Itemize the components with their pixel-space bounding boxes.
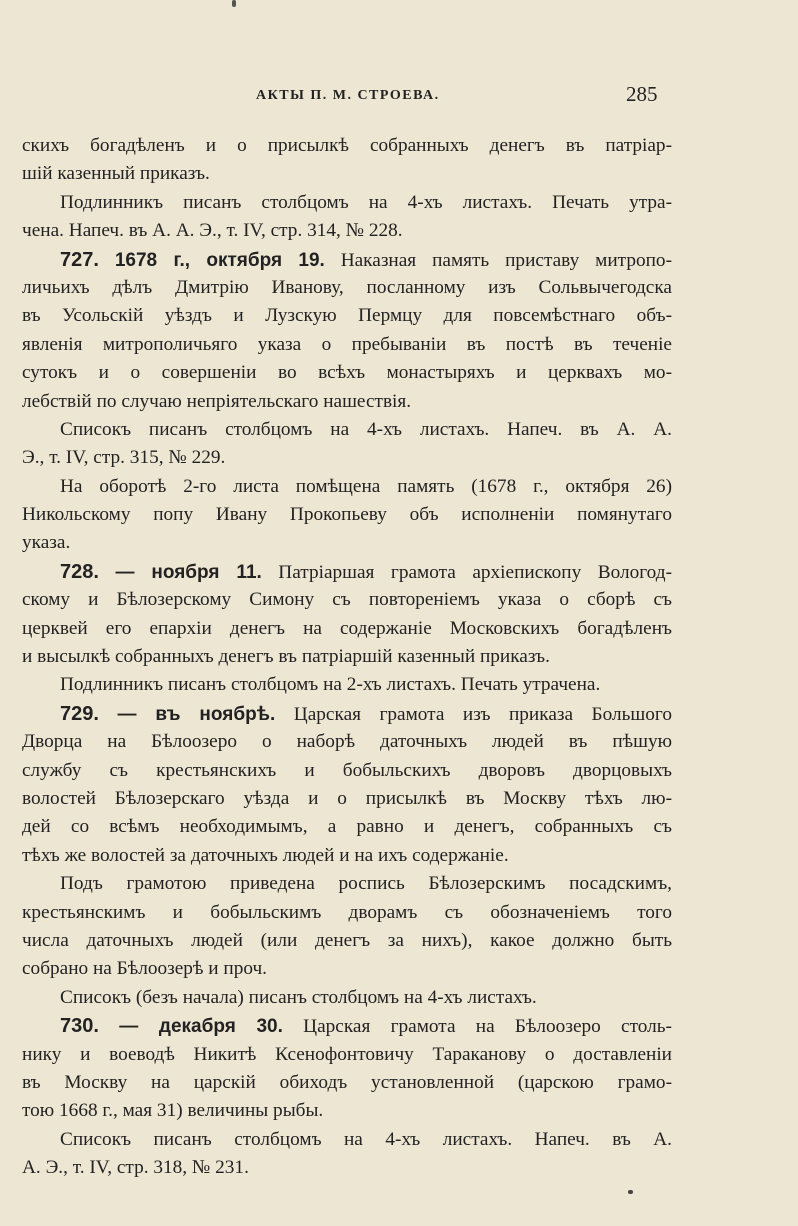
line-text: Подъ грамотою приведена роспись Бѣлозерскимъ посадскимъ, bbox=[60, 873, 672, 895]
text-line bbox=[22, 757, 672, 785]
entry-number: 728. bbox=[60, 560, 99, 583]
text-line bbox=[22, 416, 672, 444]
line-text: въ Москву на царскій обиходъ установленной (царскою грамо- bbox=[22, 1071, 672, 1093]
line-text: тѣхъ же волостей за даточныхъ людей и на ихъ содержаніе. bbox=[22, 844, 509, 866]
text-line bbox=[22, 1126, 672, 1154]
text-line bbox=[22, 302, 672, 330]
text-line bbox=[22, 529, 672, 557]
line-text: явленія митрополичьяго указа о пребываніи въ постѣ въ теченіе bbox=[22, 333, 672, 355]
line-text: волостей Бѣлозерскаго уѣзда и о присылкѣ въ Москву тѣхъ лю- bbox=[22, 787, 672, 809]
text-line bbox=[22, 1154, 672, 1182]
text-line bbox=[22, 1097, 672, 1125]
text-line bbox=[22, 927, 672, 955]
line-text: Списокъ (безъ начала) писанъ столбцомъ на 4-хъ листахъ. bbox=[60, 986, 537, 1008]
entry-heading-line bbox=[22, 558, 672, 586]
line-text: Царская грамота изъ приказа Большого bbox=[275, 703, 672, 725]
line-text: Подлинникъ писанъ столбцомъ на 2-хъ листахъ. Печать утрачена. bbox=[60, 674, 601, 696]
text-line bbox=[22, 388, 672, 416]
line-text: Никольскому попу Ивану Прокопьеву объ исполненіи помянутаго bbox=[22, 504, 672, 526]
entry-number: 730. bbox=[60, 1015, 99, 1038]
ink-speck bbox=[628, 1190, 633, 1194]
line-text: тою 1668 г., мая 31) величины рыбы. bbox=[22, 1100, 324, 1122]
line-text: собрано на Бѣлоозерѣ и проч. bbox=[22, 958, 267, 980]
entry-date: — въ ноябрѣ. bbox=[117, 703, 276, 725]
body-text bbox=[22, 132, 672, 1182]
line-text: лебствій по случаю непріятельскаго нашествія. bbox=[22, 390, 412, 412]
text-line bbox=[22, 1041, 672, 1069]
entry-heading-line bbox=[22, 1012, 672, 1040]
entry-date: — декабря 30. bbox=[119, 1016, 283, 1038]
text-line bbox=[22, 444, 672, 472]
line-text: Царская грамота на Бѣлоозеро столь- bbox=[282, 1016, 672, 1038]
line-text: службу съ крестьянскихъ и бобыльскихъ дворовъ дворцовыхъ bbox=[22, 759, 672, 781]
text-line bbox=[22, 189, 672, 217]
ink-speck bbox=[232, 0, 236, 7]
entry-heading-line bbox=[22, 246, 672, 274]
page-number: 285 bbox=[626, 82, 658, 106]
line-text: скихъ богадѣленъ и о присылкѣ собранныхъ денегъ въ патріар- bbox=[22, 135, 672, 156]
line-text: въ Усольскій уѣздъ и Лузскую Пермцу для повсемѣстнаго объ- bbox=[22, 305, 672, 327]
line-text: личьихъ дѣлъ Дмитрію Иванову, посланному изъ Сольвычегодска bbox=[22, 276, 672, 298]
line-text: церквей его епархіи денегъ на содержаніе Московскихъ богадѣленъ bbox=[22, 617, 672, 639]
text-line bbox=[22, 331, 672, 359]
text-line bbox=[22, 586, 672, 614]
text-line bbox=[22, 870, 672, 898]
line-text: Дворца на Бѣлоозеро о наборѣ даточныхъ людей въ пѣшую bbox=[22, 731, 672, 753]
line-text: На оборотѣ 2-го листа помѣщена память (1678 г., октября 26) bbox=[60, 475, 672, 497]
line-text: А. Э., т. IV, стр. 318, № 231. bbox=[22, 1157, 249, 1179]
text-line bbox=[22, 615, 672, 643]
line-text: Списокъ писанъ столбцомъ на 4-хъ листахъ. Напеч. въ А. А. bbox=[60, 418, 672, 440]
text-line bbox=[22, 785, 672, 813]
text-line bbox=[22, 217, 672, 245]
line-text: и высылкѣ собранныхъ денегъ въ патріаршій казенный приказъ. bbox=[22, 646, 550, 668]
line-text: Списокъ писанъ столбцомъ на 4-хъ листахъ. Напеч. въ А. bbox=[60, 1128, 672, 1150]
line-text: скому и Бѣлозерскому Симону съ повтореніемъ указа о сборѣ съ bbox=[22, 589, 672, 611]
text-line bbox=[22, 359, 672, 387]
text-line bbox=[22, 671, 672, 699]
line-text: Патріаршая грамота архіепископу Вологод- bbox=[261, 561, 672, 583]
text-line bbox=[22, 473, 672, 501]
line-text: сутокъ и о совершеніи во всѣхъ монастыряхъ и церквахъ мо- bbox=[22, 362, 672, 384]
line-text: чена. Напеч. въ А. А. Э., т. IV, стр. 314, № 228. bbox=[22, 220, 403, 242]
line-text: шій казенный приказъ. bbox=[22, 163, 210, 185]
entry-heading-line bbox=[22, 700, 672, 728]
line-text: Наказная память приставу митропо- bbox=[324, 249, 672, 271]
text-line bbox=[22, 132, 672, 160]
line-text: указа. bbox=[22, 532, 71, 554]
text-line bbox=[22, 955, 672, 983]
line-text: дей со всѣмъ необходимымъ, а равно и денегъ, собранныхъ съ bbox=[22, 816, 672, 838]
text-line bbox=[22, 842, 672, 870]
text-line bbox=[22, 899, 672, 927]
entry-date: 1678 г., октября 19. bbox=[114, 249, 325, 271]
line-text: нику и воеводѣ Никитѣ Ксенофонтовичу Тараканову о доставленіи bbox=[22, 1043, 672, 1065]
line-text: Подлинникъ писанъ столбцомъ на 4-хъ листахъ. Печать утра- bbox=[60, 191, 672, 213]
entry-number: 727. bbox=[60, 248, 99, 271]
text-line bbox=[22, 728, 672, 756]
text-line bbox=[22, 813, 672, 841]
line-text: крестьянскимъ и бобыльскимъ дворамъ съ обозначеніемъ того bbox=[22, 901, 672, 923]
text-line bbox=[22, 984, 672, 1012]
text-line bbox=[22, 160, 672, 188]
entry-number: 729. bbox=[60, 702, 99, 725]
line-text: числа даточныхъ людей (или денегъ за нихъ), какое должно быть bbox=[22, 929, 672, 951]
running-title: АКТЫ П. М. СТРОЕВА. bbox=[256, 88, 440, 103]
text-line bbox=[22, 274, 672, 302]
text-line bbox=[22, 501, 672, 529]
entry-date: — ноября 11. bbox=[115, 561, 262, 583]
text-line bbox=[22, 643, 672, 671]
text-line bbox=[22, 1069, 672, 1097]
line-text: Э., т. IV, стр. 315, № 229. bbox=[22, 447, 226, 469]
